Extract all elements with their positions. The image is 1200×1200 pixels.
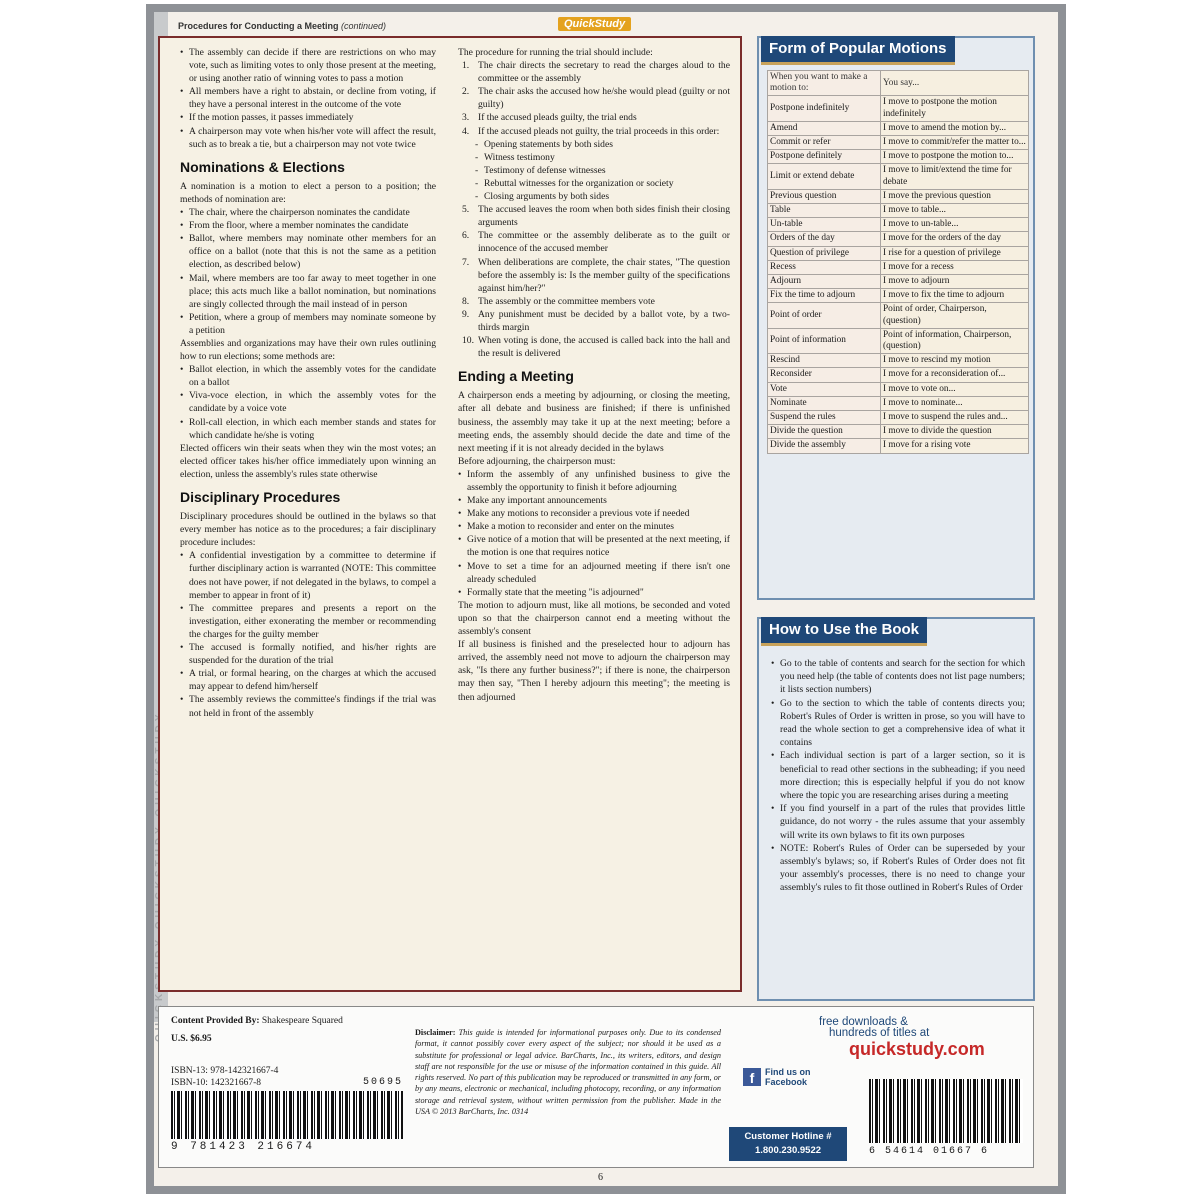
disclaimer-text: This guide is intended for informational purposes only. Due to its condensed format, it cannot possibly cover every aspect of the subject; nor should it be used as a substitute for professional or legal advice. BarCharts, Inc., its writers, editors, and design staff are not responsible for the use or misuse of the information contained in this guide. All rights reserved. No part of this publication may be reproduced or transmitted in any form, or by any means, electronic or mechanical, including photocopy, recording, or any information storage and retrieval system, without written permission from the publisher. Made in the USA © 2013 BarCharts, Inc. 0314	[415, 1028, 721, 1117]
list-item: • The committee prepares and presents a report on the investigation, either exonerating the member or recommending the charges for the guilty member	[180, 602, 436, 641]
section-header-label: Procedures for Conducting a Meeting	[178, 21, 339, 31]
motion-row	[768, 232, 1029, 246]
motion-cell: Suspend the rules	[768, 411, 881, 425]
facebook-icon: f	[743, 1068, 761, 1086]
step-number: 5.	[462, 204, 470, 216]
paragraph: Assemblies and organizations may have their own rules outlining how to run elections; some methods are:	[180, 337, 436, 363]
motion-cell: Previous question	[768, 189, 881, 203]
list-item: • The assembly reviews the committee's findings if the trial was not held in front of the assembly	[180, 693, 436, 719]
motion-row	[768, 275, 1029, 289]
paragraph: Before adjourning, the chairperson must:	[458, 455, 616, 467]
motion-row	[768, 382, 1029, 396]
phrase-cell: Point of order, Chairperson, (question)	[881, 303, 1029, 328]
motion-row	[768, 425, 1029, 439]
step-number: 1.	[462, 60, 470, 72]
motion-cell: Postpone indefinitely	[768, 96, 881, 121]
motion-cell: Orders of the day	[768, 232, 881, 246]
motions-table	[767, 70, 1029, 454]
list-item: - Testimony of defense witnesses	[458, 164, 730, 177]
disclaimer-label: Disclaimer:	[415, 1028, 456, 1037]
paragraph: If all business is finished and the preselected hour to adjourn has arrived, the assembly need not move to adjourn the chairperson may ask, "Is there any further business?"; if there is none, the chairperson may then say, "Then I hereby adjourn this meeting"; the meeting is then adjourned	[458, 639, 730, 703]
step-text: The accused leaves the room when both sides finish their closing arguments	[478, 204, 730, 229]
motion-row	[768, 368, 1029, 382]
phrase-cell: I move to postpone the motion indefinitely	[881, 96, 1029, 121]
barcode-bars	[171, 1091, 403, 1139]
barcode-digits: 9 781423 216674	[171, 1141, 403, 1153]
list-item: • A chairperson may vote when his/her vote will affect the result, such as to break a tie, but a chairperson may not vote twice	[180, 125, 436, 151]
phrase-cell: I move to postpone the motion to...	[881, 150, 1029, 164]
step-text: Any punishment must be decided by a ballot vote, by a two-thirds margin	[478, 308, 730, 333]
election-methods	[180, 363, 436, 442]
paragraph: Disciplinary procedures should be outlined in the bylaws so that every member has notice as to the procedures; a fair disciplinary procedure includes:	[180, 511, 436, 549]
section-header-continued: (continued)	[341, 21, 387, 31]
list-item: • Petition, where a group of members may nominate someone by a petition	[180, 311, 436, 337]
list-item: • Ballot, where members may nominate other members for an office on a ballot (note that this is not the same as a petition election, as described below)	[180, 232, 436, 271]
list-item: • A trial, or formal hearing, on the charges at which the accused may appear to defend him/herself	[180, 667, 436, 693]
list-item	[458, 111, 730, 124]
step-number: 8.	[462, 295, 470, 307]
customer-hotline	[729, 1127, 847, 1161]
motion-cell: Nominate	[768, 396, 881, 410]
motion-cell: Limit or extend debate	[768, 164, 881, 189]
howto-body	[771, 657, 1025, 895]
facebook-line2: Facebook	[765, 1077, 808, 1087]
howto-list	[771, 657, 1025, 895]
content-credit	[171, 1015, 343, 1027]
list-item: • Move to set a time for an adjourned meeting if there isn't one already scheduled	[458, 560, 730, 586]
trial-steps	[458, 59, 730, 138]
paragraph: The procedure for running the trial should include:	[458, 47, 653, 58]
phrase-cell: I rise for a question of privilege	[881, 246, 1029, 260]
list-item	[458, 334, 730, 360]
motion-row	[768, 150, 1029, 164]
list-item: • Ballot election, in which the assembly votes for the candidate on a ballot	[180, 363, 436, 389]
list-item: • Give notice of a motion that will be presented at the next meeting, if the motion is one that requires notice	[458, 533, 730, 559]
facebook-line1: Find us on	[765, 1067, 811, 1077]
list-item: • A confidential investigation by a committee to determine if further disciplinary action is warranted (NOTE: This committee does not have power, if not delegated in the bylaws, to compel a member to appear in front of it)	[180, 549, 436, 601]
list-item: • Each individual section is part of a larger section, so it is beneficial to read other sections in the subheading; if you need more direction; this is especially helpful if you do not know where the topic you are researching arises during a meeting	[771, 749, 1025, 802]
phrase-cell: I move to amend the motion by...	[881, 121, 1029, 135]
disciplinary-steps	[180, 549, 436, 719]
list-item: • If you find yourself in a part of the rules that provides little guidance, do not worry - the rules assume that your assembly will write its own bylaws to fit its own purposes	[771, 802, 1025, 842]
list-item: • Inform the assembly of any unfinished business to give the assembly the opportunity to finish it before adjourning	[458, 468, 730, 494]
phrase-cell: I move to suspend the rules and...	[881, 411, 1029, 425]
website-link[interactable]: quickstudy.com	[849, 1039, 985, 1059]
motion-cell: Amend	[768, 121, 881, 135]
list-item: • Viva-voce election, in which the assembly votes for the candidate by a voice vote	[180, 389, 436, 415]
motion-cell: Fix the time to adjourn	[768, 289, 881, 303]
step-text: The chair asks the accused how he/she would plead (guilty or not guilty)	[478, 86, 730, 111]
section-header	[178, 21, 386, 31]
list-item	[458, 229, 730, 255]
list-item: • The chair, where the chairperson nominates the candidate	[180, 206, 436, 219]
motions-panel	[757, 36, 1035, 600]
facebook-link[interactable]	[743, 1067, 811, 1087]
facebook-text	[765, 1067, 811, 1087]
list-item: - Opening statements by both sides	[458, 138, 730, 151]
list-item: • The assembly can decide if there are restrictions on who may vote, such as limiting votes to only those present at the meeting, or using another ratio of winning votes to pass a motion	[180, 46, 436, 85]
list-item: • Make any motions to reconsider a previous vote if needed	[458, 507, 730, 520]
list-item	[458, 308, 730, 334]
phrase-cell: I move to nominate...	[881, 396, 1029, 410]
hotline-label: Customer Hotline #	[744, 1131, 832, 1142]
hotline-number: 1.800.230.9522	[754, 1145, 822, 1156]
phrase-cell: I move the previous question	[881, 189, 1029, 203]
isbn-10: ISBN-10: 142321667-8	[171, 1078, 261, 1088]
trial-steps-continued	[458, 203, 730, 360]
list-item: • The accused is formally notified, and his/her rights are suspended for the duration of the trial	[180, 641, 436, 667]
heading-disciplinary: Disciplinary Procedures	[180, 489, 341, 505]
phrase-cell: I move to commit/refer the matter to...	[881, 136, 1029, 150]
downloads-tagline	[819, 1017, 929, 1039]
brand-logo: QuickStudy	[558, 17, 631, 31]
tagline-line2: hundreds of titles at	[829, 1027, 930, 1039]
list-item: • Formally state that the meeting "is adjourned"	[458, 586, 730, 599]
list-item: • Make any important announcements	[458, 494, 730, 507]
motion-row	[768, 303, 1029, 328]
list-item: • All members have a right to abstain, or decline from voting, if they have a personal interest in the outcome of the vote	[180, 85, 436, 111]
barcode-digits: 6 54614 01667 6	[869, 1146, 1023, 1157]
motion-row	[768, 96, 1029, 121]
list-item	[458, 85, 730, 111]
list-item: • Roll-call election, in which each member stands and states for which candidate he/she is voting	[180, 416, 436, 442]
list-item: • Make a motion to reconsider and enter on the minutes	[458, 520, 730, 533]
nomination-methods	[180, 206, 436, 337]
phrase-cell: I move to limit/extend the time for debate	[881, 164, 1029, 189]
step-text: The committee or the assembly deliberate as to the guilt or innocence of the accused member	[478, 230, 730, 255]
step-number: 3.	[462, 112, 470, 124]
step-text: When deliberations are complete, the chair states, "The question before the assembly is: Is the member guilty of the specifications against him/her?"	[478, 256, 730, 294]
list-item: • NOTE: Robert's Rules of Order can be superseded by your assembly's bylaws; so, if Robert's Rules of Order does not fit your assembly's processes, there is no need to change your assembly's rules to fit those outlined in Robert's Rules of Order	[771, 842, 1025, 895]
step-number: 7.	[462, 256, 470, 268]
step-text: The assembly or the committee members vote	[478, 295, 655, 307]
motion-cell: Question of privilege	[768, 246, 881, 260]
motion-cell: Divide the assembly	[768, 439, 881, 453]
motion-row	[768, 396, 1029, 410]
phrase-cell: I move to divide the question	[881, 425, 1029, 439]
voting-bullets	[180, 46, 436, 151]
motion-row	[768, 189, 1029, 203]
isbn-block	[171, 1065, 278, 1089]
tagline-line1: free downloads &	[819, 1016, 908, 1028]
howto-panel	[757, 617, 1035, 1001]
phrase-cell: I move to fix the time to adjourn	[881, 289, 1029, 303]
step-text: The chair directs the secretary to read the charges aloud to the committee or the assembly	[478, 60, 730, 85]
motion-row	[768, 439, 1029, 453]
motion-cell: Commit or refer	[768, 136, 881, 150]
motion-cell: Point of information	[768, 328, 881, 353]
motion-row	[768, 354, 1029, 368]
list-item	[458, 256, 730, 295]
price: U.S. $6.95	[171, 1034, 212, 1044]
trial-order	[458, 138, 730, 203]
barcode-addon: 50695	[362, 1077, 403, 1088]
adjourn-steps	[458, 468, 730, 599]
list-item	[458, 295, 730, 308]
motion-row	[768, 136, 1029, 150]
motion-row	[768, 218, 1029, 232]
heading-ending-meeting: Ending a Meeting	[458, 368, 574, 385]
main-content-box	[158, 36, 742, 992]
phrase-cell: I move to vote on...	[881, 382, 1029, 396]
motions-header-row	[768, 71, 1029, 96]
paragraph: The motion to adjourn must, like all motions, be seconded and voted upon so that the chairperson cannot end a meeting without the assembly's consent	[458, 599, 730, 638]
motion-cell: Un-table	[768, 218, 881, 232]
heading-nominations: Nominations & Elections	[180, 158, 345, 175]
phrase-cell: Point of information, Chairperson, (question)	[881, 328, 1029, 353]
step-number: 9.	[462, 308, 470, 320]
column-header: When you want to make a motion to:	[768, 71, 881, 96]
phrase-cell: I move for the orders of the day	[881, 232, 1029, 246]
motion-cell: Divide the question	[768, 425, 881, 439]
motion-row	[768, 121, 1029, 135]
motion-cell: Rescind	[768, 354, 881, 368]
list-item: • Mail, where members are too far away to meet together in one place; this acts much like a ballot nomination, but nominations are singly collected through the mail instead of in person	[180, 272, 436, 311]
motion-cell: Vote	[768, 382, 881, 396]
barcode-bars	[869, 1079, 1023, 1143]
motion-cell: Recess	[768, 260, 881, 274]
motion-row	[768, 328, 1029, 353]
step-number: 10.	[462, 335, 474, 347]
step-text: When voting is done, the accused is called back into the hall and the result is delivered	[478, 335, 730, 360]
motion-cell: Adjourn	[768, 275, 881, 289]
phrase-cell: I move to table...	[881, 204, 1029, 218]
list-item	[458, 203, 730, 229]
step-text: If the accused pleads not guilty, the trial proceeds in this order:	[478, 125, 720, 137]
phrase-cell: I move to un-table...	[881, 218, 1029, 232]
motion-row	[768, 204, 1029, 218]
paragraph: Elected officers win their seats when they win the most votes; an elected officer takes his/her office immediately upon winning an election, unless the assembly's rules state otherwise	[180, 442, 436, 480]
list-item	[458, 59, 730, 85]
phrase-cell: I move for a reconsideration of...	[881, 368, 1029, 382]
column-right	[458, 46, 730, 704]
list-item: • If the motion passes, it passes immediately	[180, 111, 436, 124]
upc-barcode	[869, 1079, 1023, 1155]
list-item	[458, 125, 730, 138]
step-number: 6.	[462, 230, 470, 242]
content-credit-value: Shakespeare Squared	[261, 1016, 343, 1026]
motion-row	[768, 246, 1029, 260]
list-item: • From the floor, where a member nominates the candidate	[180, 219, 436, 232]
motion-row	[768, 289, 1029, 303]
page-number: 6	[598, 1172, 603, 1183]
phrase-cell: I move to rescind my motion	[881, 354, 1029, 368]
motion-row	[768, 164, 1029, 189]
motion-cell: Reconsider	[768, 368, 881, 382]
phrase-cell: I move for a recess	[881, 260, 1029, 274]
howto-title: How to Use the Book	[761, 617, 927, 646]
isbn-13: ISBN-13: 978-142321667-4	[171, 1066, 279, 1076]
motion-cell: Postpone definitely	[768, 150, 881, 164]
motion-cell: Table	[768, 204, 881, 218]
step-text: If the accused pleads guilty, the trial ends	[478, 112, 637, 124]
phrase-cell: I move for a rising vote	[881, 439, 1029, 453]
paragraph: A nomination is a motion to elect a person to a position; the methods of nomination are:	[180, 180, 436, 205]
column-header: You say...	[881, 71, 1029, 96]
paragraph: A chairperson ends a meeting by adjourning, or closing the meeting, after all debate and business are finished; if there is unfinished business, the assembly may take it up at the next meeting; before a meeting ends, the assembly should decide the date and time of the next meeting if it is not already decided in the bylaws	[458, 390, 730, 454]
footer-box	[158, 1006, 1034, 1168]
list-item: - Witness testimony	[458, 151, 730, 164]
motion-cell: Point of order	[768, 303, 881, 328]
phrase-cell: I move to adjourn	[881, 275, 1029, 289]
step-number: 2.	[462, 86, 470, 98]
motion-row	[768, 260, 1029, 274]
list-item: • Go to the table of contents and search for the section for which you need help (the table of contents does not list page numbers; it lists section numbers)	[771, 657, 1025, 697]
motions-title: Form of Popular Motions	[761, 36, 955, 65]
motion-row	[768, 411, 1029, 425]
column-left	[180, 46, 436, 720]
motions-table-body	[768, 71, 1029, 454]
step-number: 4.	[462, 125, 470, 137]
list-item: - Closing arguments by both sides	[458, 190, 730, 203]
list-item: • Go to the section to which the table of contents directs you; Robert's Rules of Order is written in prose, so you will have to read the whole section to get a comprehensive idea of what it contains	[771, 697, 1025, 750]
disclaimer	[415, 1027, 721, 1117]
content-credit-label: Content Provided By:	[171, 1016, 260, 1026]
list-item: - Rebuttal witnesses for the organization or society	[458, 177, 730, 190]
